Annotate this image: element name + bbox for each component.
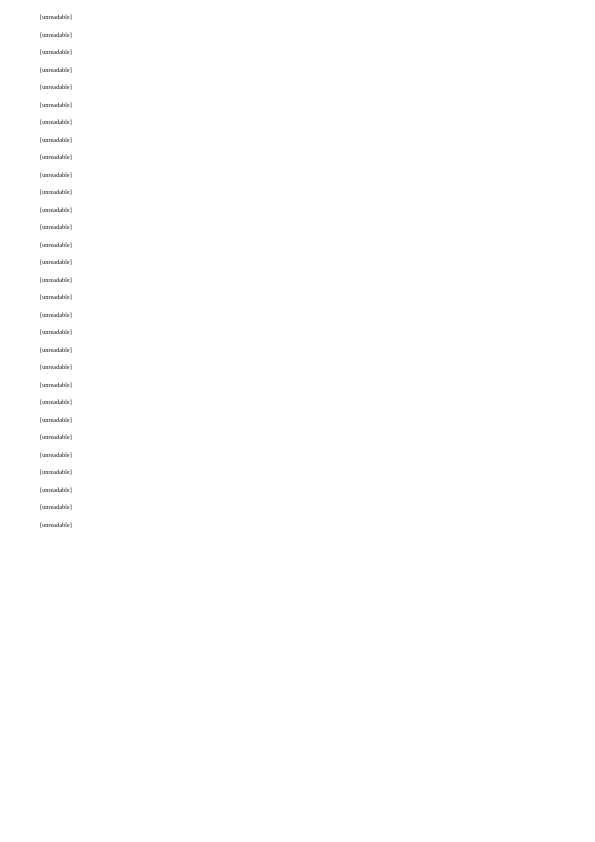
paragraph: [unreadable] xyxy=(40,171,72,179)
paragraph: [unreadable] xyxy=(40,416,72,424)
paragraph: [unreadable] xyxy=(40,521,72,529)
paragraph: [unreadable] xyxy=(40,189,72,196)
paragraph: [unreadable] xyxy=(40,451,72,459)
paragraph: [unreadable] xyxy=(40,206,72,214)
paragraph: [unreadable] xyxy=(40,119,72,126)
paragraph: [unreadable] xyxy=(40,101,72,109)
paragraph: [unreadable] xyxy=(40,346,72,354)
paragraph: [unreadable] xyxy=(40,294,72,301)
paragraph: [unreadable] xyxy=(40,504,72,511)
paragraph: [unreadable] xyxy=(40,381,72,389)
paragraph: [unreadable] xyxy=(40,329,72,336)
document-body xyxy=(40,14,555,539)
paragraph: [unreadable] xyxy=(40,486,72,494)
paragraph: [unreadable] xyxy=(40,469,72,476)
paragraph: [unreadable] xyxy=(40,399,72,406)
paragraph: [unreadable] xyxy=(40,66,72,74)
paragraph: [unreadable] xyxy=(40,49,72,56)
paragraph: [unreadable] xyxy=(40,154,72,161)
paragraph: [unreadable] xyxy=(40,84,72,91)
paragraph: [unreadable] xyxy=(40,224,72,231)
paragraph: [unreadable] xyxy=(40,31,72,39)
paragraph: [unreadable] xyxy=(40,259,72,266)
paragraph: [unreadable] xyxy=(40,14,72,21)
paragraph: [unreadable] xyxy=(40,136,72,144)
paragraph: [unreadable] xyxy=(40,434,72,441)
paragraph: [unreadable] xyxy=(40,364,72,371)
paragraph: [unreadable] xyxy=(40,311,72,319)
paragraph: [unreadable] xyxy=(40,276,72,284)
paragraph: [unreadable] xyxy=(40,241,72,249)
